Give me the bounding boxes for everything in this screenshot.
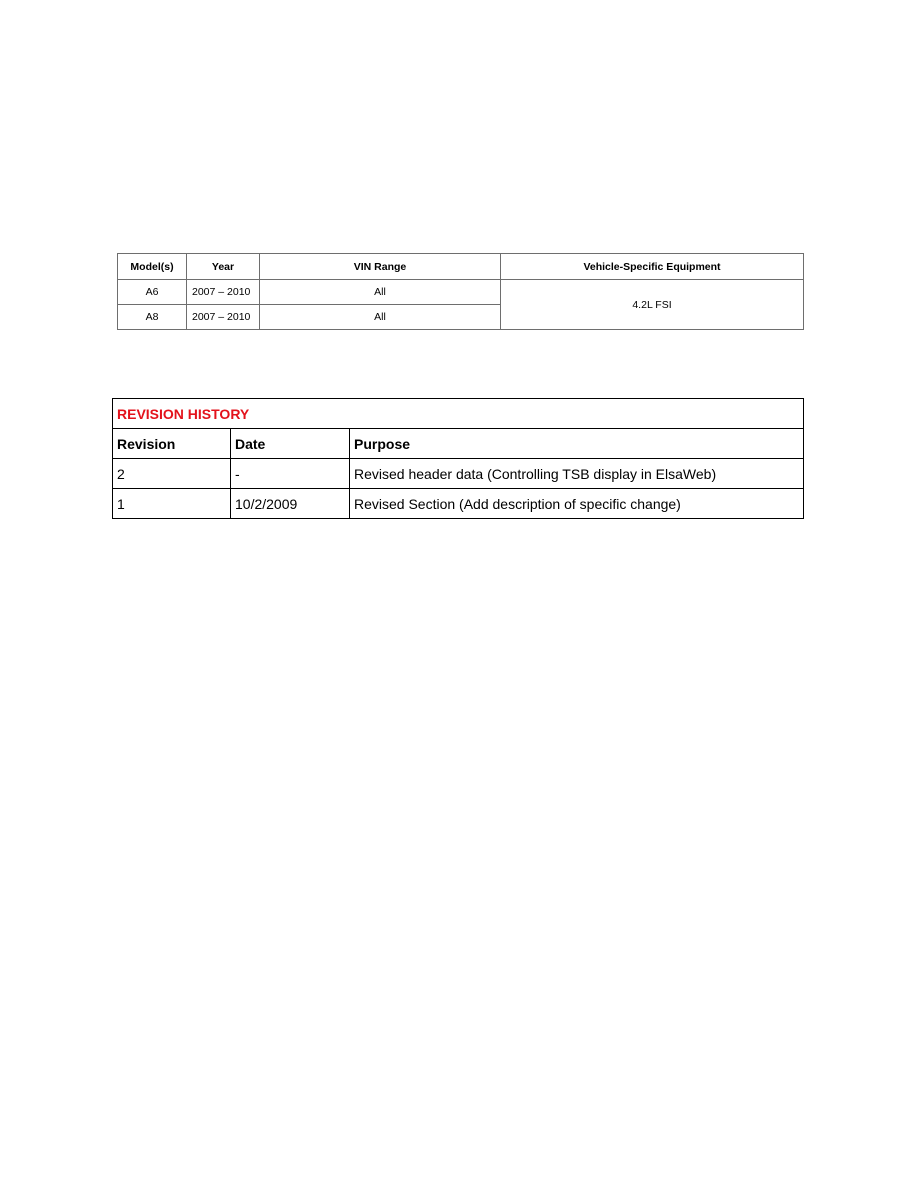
equipment-cell: 4.2L FSI (501, 280, 804, 330)
year-cell: 2007 – 2010 (187, 280, 260, 305)
header-vin-range: VIN Range (260, 254, 501, 280)
revision-date-cell: - (231, 459, 350, 489)
revision-history-table (112, 398, 804, 519)
header-year: Year (187, 254, 260, 280)
table-row (118, 280, 804, 305)
header-vehicle-specific-equipment: Vehicle-Specific Equipment (501, 254, 804, 280)
revision-purpose-cell: Revised Section (Add description of specific change) (350, 489, 804, 519)
table-row (113, 459, 804, 489)
year-cell: 2007 – 2010 (187, 305, 260, 330)
header-date: Date (231, 429, 350, 459)
model-cell: A8 (118, 305, 187, 330)
revision-header-row (113, 429, 804, 459)
model-cell: A6 (118, 280, 187, 305)
revision-number-cell: 1 (113, 489, 231, 519)
vin-range-cell: All (260, 280, 501, 305)
table-row (113, 489, 804, 519)
header-models: Model(s) (118, 254, 187, 280)
revision-number-cell: 2 (113, 459, 231, 489)
header-revision: Revision (113, 429, 231, 459)
revision-purpose-cell: Revised header data (Controlling TSB display in ElsaWeb) (350, 459, 804, 489)
revision-history-title: REVISION HISTORY (113, 399, 804, 429)
revision-date-cell: 10/2/2009 (231, 489, 350, 519)
revision-title-row (113, 399, 804, 429)
header-purpose: Purpose (350, 429, 804, 459)
vehicle-applicability-table (117, 253, 804, 330)
vin-range-cell: All (260, 305, 501, 330)
vehicle-table-header-row (118, 254, 804, 280)
